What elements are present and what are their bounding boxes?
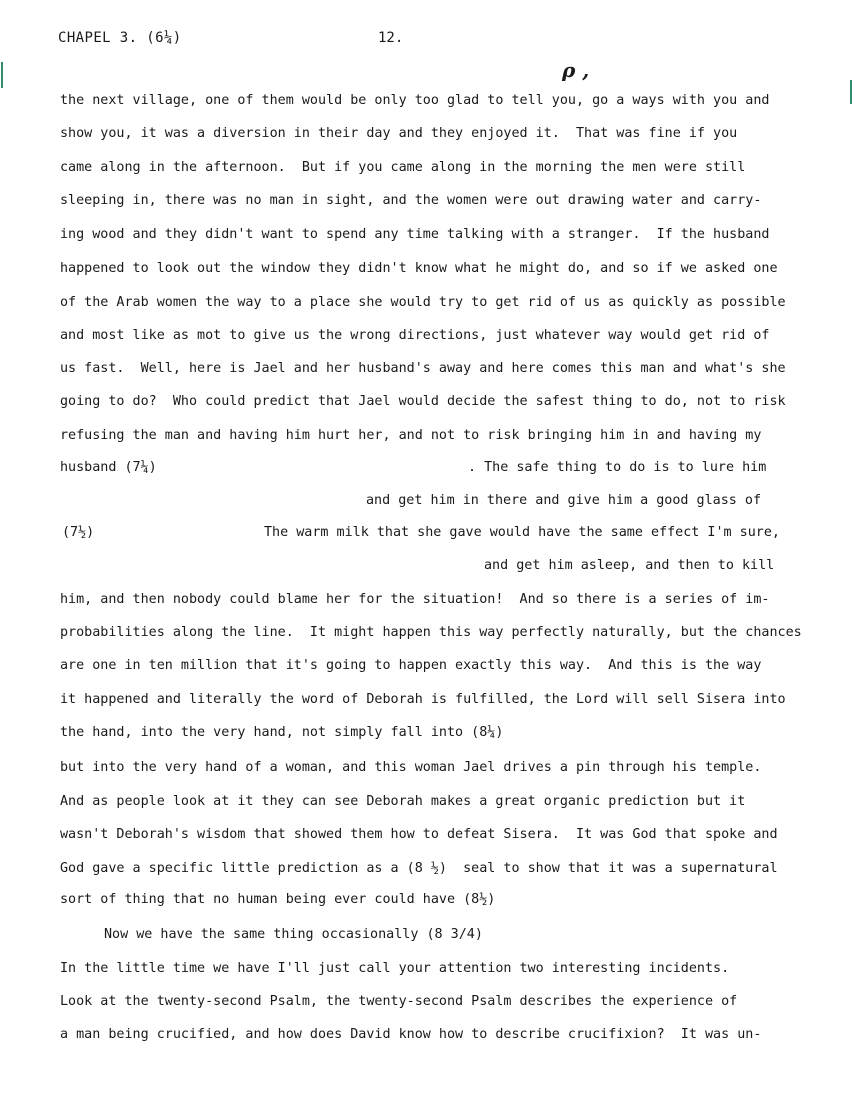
text-line: the hand, into the very hand, not simply fall into (8¼): [60, 725, 504, 740]
text-line: wasn't Deborah's wisdom that showed them how to defeat Sisera. It was God that spoke and: [60, 827, 778, 842]
text-line: show you, it was a diversion in their day and they enjoyed it. That was fine if you: [60, 126, 738, 141]
text-line: husband (7¼): [60, 460, 157, 475]
text-line: And as people look at it they can see Deborah makes a great organic prediction but it: [60, 794, 746, 809]
text-line: God gave a specific little prediction as a (8 ½) seal to show that it was a supernatural: [60, 861, 778, 876]
text-line: the next village, one of them would be only too glad to tell you, go a ways with you and: [60, 93, 770, 108]
text-line: us fast. Well, here is Jael and her husband's away and here comes this man and what's she: [60, 361, 786, 376]
text-line: Look at the twenty-second Psalm, the twenty-second Psalm describes the experience of: [60, 994, 738, 1009]
page-number: 12.: [378, 30, 404, 46]
text-line: . The safe thing to do is to lure him: [468, 460, 767, 475]
text-line: The warm milk that she gave would have the same effect I'm sure,: [264, 525, 780, 540]
text-line: it happened and literally the word of Deborah is fulfilled, the Lord will sell Sisera into: [60, 692, 786, 707]
text-line: and get him asleep, and then to kill: [484, 558, 775, 573]
text-line: came along in the afternoon. But if you came along in the morning the men were still: [60, 160, 746, 175]
text-line: sleeping in, there was no man in sight, and the women were out drawing water and carry-: [60, 193, 762, 208]
text-line: ing wood and they didn't want to spend any time talking with a stranger. If the husband: [60, 227, 770, 242]
text-line: are one in ten million that it's going to happen exactly this way. And this is the way: [60, 658, 762, 673]
chapter-header: CHAPEL 3. (6¼): [58, 30, 182, 46]
text-line: but into the very hand of a woman, and this woman Jael drives a pin through his temple.: [60, 760, 762, 775]
text-line: sort of thing that no human being ever could have (8½): [60, 892, 496, 907]
text-line: (7½): [62, 525, 95, 540]
text-line: refusing the man and having him hurt her, and not to risk bringing him in and having my: [60, 428, 762, 443]
right-edge-mark: [850, 80, 852, 104]
handwritten-margin-mark: ρ ,: [562, 58, 590, 82]
text-line: Now we have the same thing occasionally (8 3/4): [104, 927, 483, 942]
text-line: going to do? Who could predict that Jael would decide the safest thing to do, not to risk: [60, 394, 786, 409]
text-line: happened to look out the window they didn't know what he might do, and so if we asked one: [60, 261, 778, 276]
text-line: In the little time we have I'll just call your attention two interesting incidents.: [60, 961, 730, 976]
text-line: probabilities along the line. It might happen this way perfectly naturally, but the chances: [60, 625, 802, 640]
text-line: of the Arab women the way to a place she would try to get rid of us as quickly as possible: [60, 295, 786, 310]
text-line: and most like as mot to give us the wrong directions, just whatever way would get rid of: [60, 328, 770, 343]
text-line: him, and then nobody could blame her for the situation! And so there is a series of im-: [60, 592, 770, 607]
left-edge-mark: [1, 62, 3, 88]
text-line: a man being crucified, and how does David know how to describe crucifixion? It was un-: [60, 1027, 762, 1042]
text-line: and get him in there and give him a good glass of: [366, 493, 762, 508]
